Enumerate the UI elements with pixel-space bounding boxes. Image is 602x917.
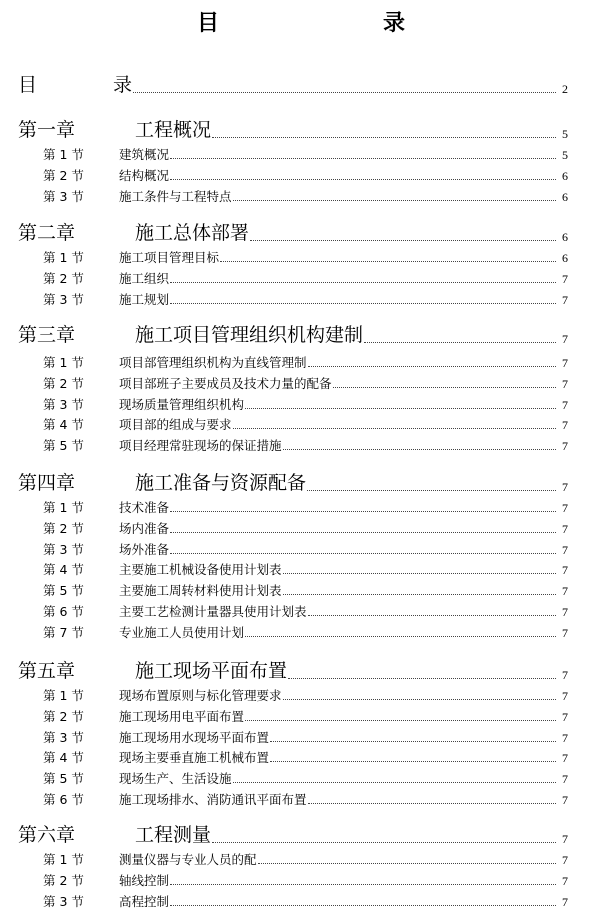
section-number: 第 1 节 xyxy=(43,147,84,162)
section-title: 建筑概况 xyxy=(119,147,170,162)
dot-leader xyxy=(245,407,556,409)
section-title: 轴线控制 xyxy=(119,873,170,888)
section-title: 结构概况 xyxy=(119,168,170,183)
dot-leader xyxy=(170,178,556,180)
section-title: 场外准备 xyxy=(119,542,170,557)
chapter-number: 第二章 xyxy=(18,222,76,244)
chapter-number: 第一章 xyxy=(18,119,76,141)
dot-leader xyxy=(245,719,556,721)
page-number: 7 xyxy=(562,584,568,598)
section-number: 第 3 节 xyxy=(43,894,84,909)
page-number: 7 xyxy=(562,543,568,557)
page-number: 7 xyxy=(562,522,568,536)
page-number: 6 xyxy=(562,190,568,204)
page-number: 2 xyxy=(562,82,568,96)
dot-leader xyxy=(220,260,556,262)
section-number: 第 5 节 xyxy=(43,771,84,786)
section-entry[interactable] xyxy=(18,560,568,578)
section-title: 施工现场用电平面布置 xyxy=(119,709,245,724)
dot-leader xyxy=(170,883,556,885)
section-number: 第 5 节 xyxy=(43,438,84,453)
section-title: 主要工艺检测计量器具使用计划表 xyxy=(119,604,307,619)
page-number: 7 xyxy=(562,793,568,807)
section-number: 第 6 节 xyxy=(43,604,84,619)
chapter-number: 第四章 xyxy=(18,472,76,494)
dot-leader xyxy=(307,489,556,491)
section-entry[interactable] xyxy=(18,395,568,413)
chapter-entry[interactable] xyxy=(18,320,568,347)
section-entry[interactable] xyxy=(18,892,568,910)
section-entry[interactable] xyxy=(18,871,568,889)
chapter-title: 施工总体部署 xyxy=(135,222,250,244)
section-entry[interactable] xyxy=(18,728,568,746)
page-number: 7 xyxy=(562,710,568,724)
section-entry[interactable] xyxy=(18,581,568,599)
section-title: 现场质量管理组织机构 xyxy=(119,397,245,412)
page-number: 7 xyxy=(562,731,568,745)
dot-leader xyxy=(333,386,556,388)
section-entry[interactable] xyxy=(18,790,568,808)
dot-leader xyxy=(170,904,556,906)
page-number: 5 xyxy=(562,127,568,141)
section-number: 第 2 节 xyxy=(43,521,84,536)
section-entry[interactable] xyxy=(18,248,568,266)
page-number: 6 xyxy=(562,251,568,265)
section-entry[interactable] xyxy=(18,769,568,787)
dot-leader xyxy=(270,760,556,762)
section-title: 现场主要垂直施工机械布置 xyxy=(119,750,270,765)
dot-leader xyxy=(283,448,556,450)
dot-leader xyxy=(170,552,556,554)
section-number: 第 1 节 xyxy=(43,852,84,867)
section-title: 专业施工人员使用计划 xyxy=(119,625,245,640)
section-entry[interactable] xyxy=(18,748,568,766)
toc-entry-contents[interactable] xyxy=(18,70,568,97)
dot-leader xyxy=(233,781,556,783)
dot-leader xyxy=(245,635,556,637)
page-number: 7 xyxy=(562,356,568,370)
section-number: 第 3 节 xyxy=(43,542,84,557)
dot-leader xyxy=(233,427,556,429)
page-number: 7 xyxy=(562,853,568,867)
page-number: 7 xyxy=(562,772,568,786)
section-entry[interactable] xyxy=(18,166,568,184)
section-title: 施工规划 xyxy=(119,292,170,307)
section-title: 测量仪器与专业人员的配 xyxy=(119,852,257,867)
dot-leader xyxy=(270,740,556,742)
page-number: 7 xyxy=(562,501,568,515)
dot-leader xyxy=(308,365,556,367)
dot-leader xyxy=(170,531,556,533)
dot-leader xyxy=(170,302,556,304)
dot-leader xyxy=(133,91,556,93)
dot-leader xyxy=(170,157,556,159)
chapter-entry[interactable] xyxy=(18,820,568,847)
page-number: 7 xyxy=(562,751,568,765)
section-title: 现场生产、生活设施 xyxy=(119,771,232,786)
section-title: 项目经理常驻现场的保证措施 xyxy=(119,438,282,453)
dot-leader xyxy=(288,677,556,679)
dot-leader xyxy=(170,281,556,283)
section-entry[interactable] xyxy=(18,850,568,868)
chapter-entry[interactable] xyxy=(18,218,568,245)
page-number: 5 xyxy=(562,148,568,162)
page-number: 7 xyxy=(562,332,568,346)
section-number: 第 5 节 xyxy=(43,583,84,598)
section-title: 施工条件与工程特点 xyxy=(119,189,232,204)
section-title: 施工项目管理目标 xyxy=(119,250,220,265)
section-entry[interactable] xyxy=(18,498,568,516)
page-number: 7 xyxy=(562,832,568,846)
dot-leader xyxy=(308,802,556,804)
section-number: 第 3 节 xyxy=(43,292,84,307)
section-entry[interactable] xyxy=(18,415,568,433)
chapter-entry[interactable] xyxy=(18,115,568,142)
page-number: 7 xyxy=(562,605,568,619)
section-entry[interactable] xyxy=(18,145,568,163)
section-number: 第 2 节 xyxy=(43,873,84,888)
dot-leader xyxy=(212,136,556,138)
dot-leader xyxy=(283,572,556,574)
dot-leader xyxy=(283,698,556,700)
page-number: 7 xyxy=(562,563,568,577)
page-number: 6 xyxy=(562,230,568,244)
dot-leader xyxy=(233,199,556,201)
page-number: 7 xyxy=(562,377,568,391)
section-title: 场内准备 xyxy=(119,521,170,536)
chapter-title: 施工准备与资源配备 xyxy=(135,472,307,494)
chapter-number: 第六章 xyxy=(18,824,76,846)
page-number: 7 xyxy=(562,874,568,888)
section-entry[interactable] xyxy=(18,540,568,558)
section-number: 第 1 节 xyxy=(43,500,84,515)
section-title: 项目部的组成与要求 xyxy=(119,417,232,432)
section-number: 第 1 节 xyxy=(43,250,84,265)
section-number: 第 1 节 xyxy=(43,688,84,703)
toc-entry-title: 目 录 xyxy=(18,74,133,96)
section-entry[interactable] xyxy=(18,623,568,641)
dot-leader xyxy=(258,862,556,864)
section-entry[interactable] xyxy=(18,353,568,371)
section-number: 第 3 节 xyxy=(43,397,84,412)
section-number: 第 3 节 xyxy=(43,189,84,204)
section-entry[interactable] xyxy=(18,374,568,392)
section-number: 第 7 节 xyxy=(43,625,84,640)
section-title: 施工组织 xyxy=(119,271,170,286)
section-entry[interactable] xyxy=(18,187,568,205)
section-number: 第 2 节 xyxy=(43,376,84,391)
dot-leader xyxy=(283,593,556,595)
section-title: 施工现场排水、消防通讯平面布置 xyxy=(119,792,307,807)
page-number: 7 xyxy=(562,272,568,286)
chapter-title: 施工项目管理组织机构建制 xyxy=(135,324,364,346)
section-entry[interactable] xyxy=(18,707,568,725)
section-title: 项目部班子主要成员及技术力量的配备 xyxy=(119,376,332,391)
section-entry[interactable] xyxy=(18,269,568,287)
chapter-title: 施工现场平面布置 xyxy=(135,660,288,682)
section-entry[interactable] xyxy=(18,519,568,537)
dot-leader xyxy=(212,841,556,843)
section-number: 第 1 节 xyxy=(43,355,84,370)
section-title: 技术准备 xyxy=(119,500,170,515)
section-entry[interactable] xyxy=(18,290,568,308)
dot-leader xyxy=(364,341,556,343)
section-entry[interactable] xyxy=(18,436,568,454)
page-number: 7 xyxy=(562,668,568,682)
section-number: 第 4 节 xyxy=(43,562,84,577)
section-number: 第 2 节 xyxy=(43,168,84,183)
section-title: 高程控制 xyxy=(119,894,170,909)
section-title: 主要施工机械设备使用计划表 xyxy=(119,562,282,577)
section-number: 第 4 节 xyxy=(43,750,84,765)
page-number: 6 xyxy=(562,169,568,183)
section-number: 第 4 节 xyxy=(43,417,84,432)
dot-leader xyxy=(250,239,556,241)
page-number: 7 xyxy=(562,689,568,703)
page-number: 7 xyxy=(562,480,568,494)
page-number: 7 xyxy=(562,418,568,432)
chapter-title: 工程测量 xyxy=(135,824,212,846)
section-title: 主要施工周转材料使用计划表 xyxy=(119,583,282,598)
section-number: 第 6 节 xyxy=(43,792,84,807)
dot-leader xyxy=(308,614,556,616)
page-number: 7 xyxy=(562,626,568,640)
chapter-entry[interactable] xyxy=(18,468,568,495)
section-title: 施工现场用水现场平面布置 xyxy=(119,730,270,745)
page-number: 7 xyxy=(562,398,568,412)
section-entry[interactable] xyxy=(18,602,568,620)
page-number: 7 xyxy=(562,293,568,307)
chapter-title: 工程概况 xyxy=(135,119,212,141)
section-number: 第 2 节 xyxy=(43,709,84,724)
section-number: 第 2 节 xyxy=(43,271,84,286)
dot-leader xyxy=(170,510,556,512)
page-number: 7 xyxy=(562,439,568,453)
section-title: 项目部管理组织机构为直线管理制 xyxy=(119,355,307,370)
page-number: 7 xyxy=(562,895,568,909)
section-number: 第 3 节 xyxy=(43,730,84,745)
chapter-number: 第三章 xyxy=(18,324,76,346)
document-title: 目 录 xyxy=(196,11,445,36)
chapter-number: 第五章 xyxy=(18,660,76,682)
chapter-entry[interactable] xyxy=(18,656,568,683)
section-title: 现场布置原则与标化管理要求 xyxy=(119,688,282,703)
section-entry[interactable] xyxy=(18,686,568,704)
